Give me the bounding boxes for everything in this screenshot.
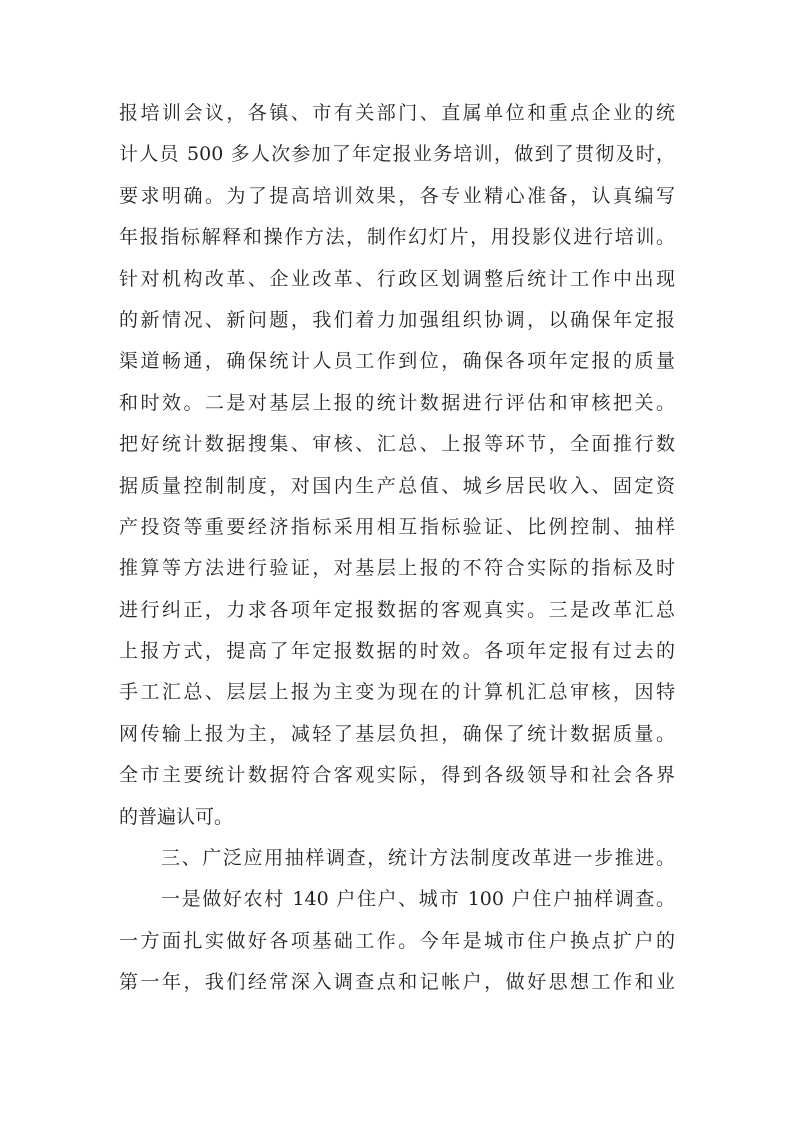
text-line: 全市主要统计数据符合客观实际，得到各级领导和社会各界 xyxy=(119,764,675,787)
text-line: 针对机构改革、企业改革、行政区划调整后统计工作中出现 xyxy=(119,267,675,290)
text-line: 一是做好农村 140 户住户、城市 100 户住户抽样调查。 xyxy=(161,888,675,911)
text-line: 上报方式，提高了年定报数据的时效。各项年定报有过去的 xyxy=(119,640,675,663)
text-line: 手工汇总、层层上报为主变为现在的计算机汇总审核，因特 xyxy=(119,681,675,704)
text-line: 把好统计数据搜集、审核、汇总、上报等环节，全面推行数 xyxy=(119,433,675,456)
text-line: 计人员 500 多人次参加了年定报业务培训，做到了贯彻及时， xyxy=(119,143,675,166)
text-line: 报培训会议，各镇、市有关部门、直属单位和重点企业的统 xyxy=(119,102,675,124)
text-line: 据质量控制制度，对国内生产总值、城乡居民收入、固定资 xyxy=(119,474,675,497)
text-line: 年报指标解释和操作方法，制作幻灯片，用投影仪进行培训。 xyxy=(119,226,675,249)
text-line: 的普遍认可。 xyxy=(119,805,234,828)
text-line: 和时效。二是对基层上报的统计数据进行评估和审核把关。 xyxy=(119,391,675,414)
text-line: 的新情况、新问题，我们着力加强组织协调，以确保年定报 xyxy=(119,308,675,331)
text-line: 渠道畅通，确保统计人员工作到位，确保各项年定报的质量 xyxy=(119,350,675,373)
text-line: 网传输上报为主，减轻了基层负担，确保了统计数据质量。 xyxy=(119,722,675,745)
text-line: 进行纠正，力求各项年定报数据的客观真实。三是改革汇总 xyxy=(119,598,675,621)
section-heading: 三、广泛应用抽样调查，统计方法制度改革进一步推进。 xyxy=(161,847,675,870)
body-text xyxy=(119,93,675,1004)
text-line: 第一年，我们经常深入调查点和记帐户，做好思想工作和业 xyxy=(119,971,675,994)
text-line: 一方面扎实做好各项基础工作。今年是城市住户换点扩户的 xyxy=(119,929,675,952)
text-line: 产投资等重要经济指标采用相互指标验证、比例控制、抽样 xyxy=(119,515,675,538)
text-line: 推算等方法进行验证，对基层上报的不符合实际的指标及时 xyxy=(119,557,675,580)
text-line: 要求明确。为了提高培训效果，各专业精心准备，认真编写 xyxy=(119,184,675,207)
